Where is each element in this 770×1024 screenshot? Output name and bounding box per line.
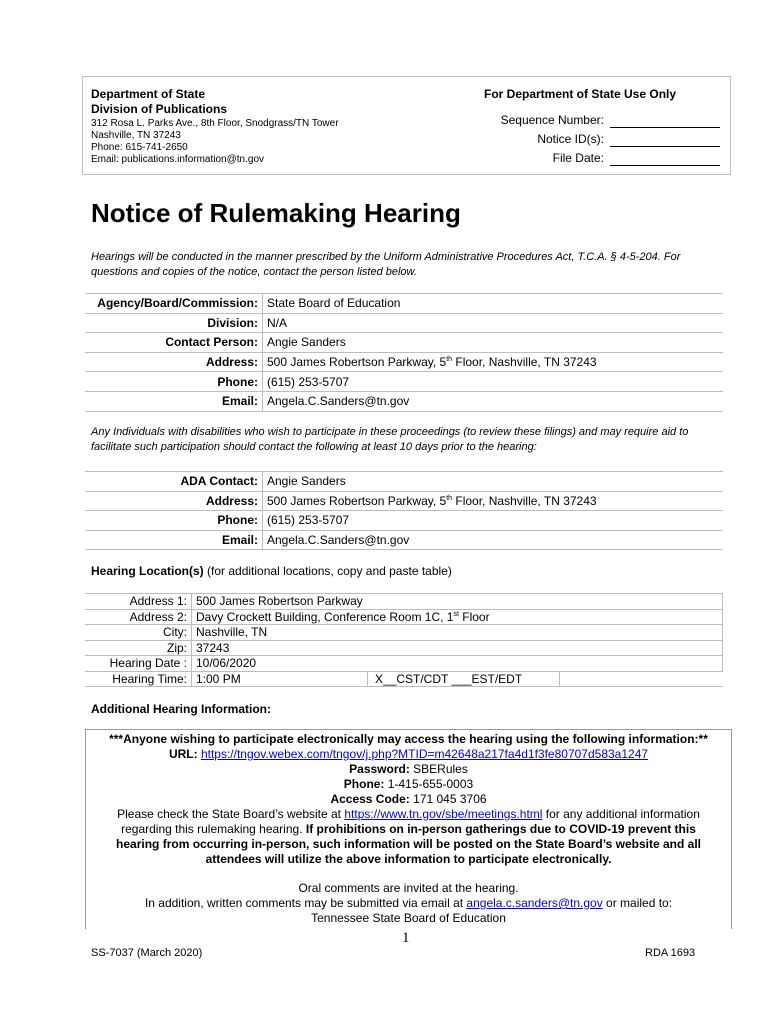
rda-number: RDA 1693 <box>645 947 696 959</box>
additional-heading: Additional Hearing Information: <box>91 702 271 716</box>
use-only-title: For Department of State Use Only <box>484 87 677 101</box>
ada-phone-value: (615) 253-5707 <box>263 511 724 531</box>
agency-value: State Board of Education <box>263 294 724 314</box>
page-number: 1 <box>402 930 410 946</box>
hearing-date-label: Hearing Date : <box>85 656 192 672</box>
ada-table <box>85 471 723 550</box>
org-division: Division of Publications <box>91 102 228 116</box>
hearing-time-value: 1:00 PM <box>192 671 368 687</box>
password-line: Password: SBERules <box>349 762 468 776</box>
phone-line: Phone: 1-415-655-0003 <box>343 777 474 791</box>
ada-email-value: Angela.C.Sanders@tn.gov <box>263 530 724 550</box>
disability-note: Any Individuals with disabilities who wish to participate in these proceedings (to review these filings) and may require aid to facilitate such participation should contact the following at least 10 days prior to the hearing: <box>91 426 689 453</box>
email-link[interactable]: angela.c.sanders@tn.gov <box>466 896 603 910</box>
board-name: Tennessee State Board of Education <box>311 911 506 925</box>
url-line: URL: https://tngov.webex.com/tngov/j.php?MTID=m42648a217fa4d1f3fe80707d583a1247 <box>168 747 649 761</box>
division-label: Division: <box>85 313 263 333</box>
sequence-label: Sequence Number: <box>500 113 604 127</box>
notice-id-label: Notice ID(s): <box>537 132 604 146</box>
org-name: Department of State <box>91 87 206 101</box>
ada-address-label: Address: <box>85 491 263 511</box>
sbe-meetings-link[interactable]: https://www.tn.gov/sbe/meetings.html <box>344 807 543 821</box>
zip-label: Zip: <box>85 640 192 656</box>
phone-value: (615) 253-5707 <box>263 372 724 392</box>
page-title: Notice of Rulemaking Hearing <box>91 198 461 228</box>
check-website-line: Please check the State Board’s website at https://www.tn.gov/sbe/meetings.html for any additional information <box>117 807 700 821</box>
phone-label: Phone: <box>85 372 263 392</box>
addr2-value: Davy Crockett Building, Conference Room 1C, 1st Floor <box>192 609 723 625</box>
ada-address-value: 500 James Robertson Parkway, 5th Floor, Nashville, TN 37243 <box>263 491 724 511</box>
intro-text: Hearings will be conducted in the manner prescribed by the Uniform Administrative Procedures Act, T.C.A. § 4-5-204. For questions and copies of the notice, contact the person listed below. <box>91 251 681 278</box>
division-value: N/A <box>263 313 724 333</box>
access-code-line: Access Code: 171 045 3706 <box>330 792 487 806</box>
addr1-value: 500 James Robertson Parkway <box>192 594 723 610</box>
ada-contact-label: ADA Contact: <box>85 472 263 492</box>
sequence-field[interactable] <box>610 127 720 128</box>
written-comments: In addition, written comments may be submitted via email at angela.c.sanders@tn.gov or mailed to: <box>144 896 673 910</box>
org-city: Nashville, TN 37243 <box>91 130 181 141</box>
org-phone: Phone: 615-741-2650 <box>91 142 188 153</box>
email-value: Angela.C.Sanders@tn.gov <box>263 391 724 411</box>
ada-email-label: Email: <box>85 530 263 550</box>
city-label: City: <box>85 625 192 641</box>
webex-link[interactable]: https://tngov.webex.com/tngov/j.php?MTID=m42648a217fa4d1f3fe80707d583a1247 <box>200 747 649 761</box>
hearing-date-value: 10/06/2020 <box>192 656 723 672</box>
file-date-label: File Date: <box>552 151 604 165</box>
ada-phone-label: Phone: <box>85 511 263 531</box>
covid-line-1: regarding this rulemaking hearing. If prohibitions on in-person gatherings due to COVID-19 prevent this <box>121 822 696 836</box>
agency-label: Agency/Board/Commission: <box>85 294 263 314</box>
city-value: Nashville, TN <box>192 625 723 641</box>
addr1-label: Address 1: <box>85 594 192 610</box>
org-email: Email: publications.information@tn.gov <box>91 154 265 165</box>
covid-line-2: hearing from occurring in-person, such information will be posted on the State Board’s website and all <box>116 837 701 851</box>
covid-line-3: attendees will utilize the above information to participate electronically. <box>205 852 612 866</box>
form-number: SS-7037 (March 2020) <box>91 947 203 959</box>
oral-comments: Oral comments are invited at the hearing. <box>298 881 519 895</box>
contact-table <box>85 293 723 412</box>
ada-contact-value: Angie Sanders <box>263 472 724 492</box>
hearing-location-table <box>85 593 723 687</box>
org-address: 312 Rosa L. Parks Ave., 8th Floor, Snodgrass/TN Tower <box>91 118 339 129</box>
file-date-field[interactable] <box>610 165 720 166</box>
additional-info-box <box>85 729 732 929</box>
hearing-location-heading: Hearing Location(s) (for additional locations, copy and paste table) <box>91 564 452 578</box>
timezone-value: X__CST/CDT ___EST/EDT <box>368 671 560 687</box>
address-label: Address: <box>85 352 263 372</box>
addr2-label: Address 2: <box>85 609 192 625</box>
zip-value: 37243 <box>192 640 723 656</box>
contact-person-label: Contact Person: <box>85 333 263 353</box>
contact-person-value: Angie Sanders <box>263 333 724 353</box>
email-label: Email: <box>85 391 263 411</box>
electronic-access-note: ***Anyone wishing to participate electronically may access the hearing using the following information:** <box>109 732 708 746</box>
hearing-time-label: Hearing Time: <box>85 671 192 687</box>
address-value: 500 James Robertson Parkway, 5th Floor, Nashville, TN 37243 <box>263 352 724 372</box>
hearing-time-blank <box>560 671 723 687</box>
notice-id-field[interactable] <box>610 146 720 147</box>
